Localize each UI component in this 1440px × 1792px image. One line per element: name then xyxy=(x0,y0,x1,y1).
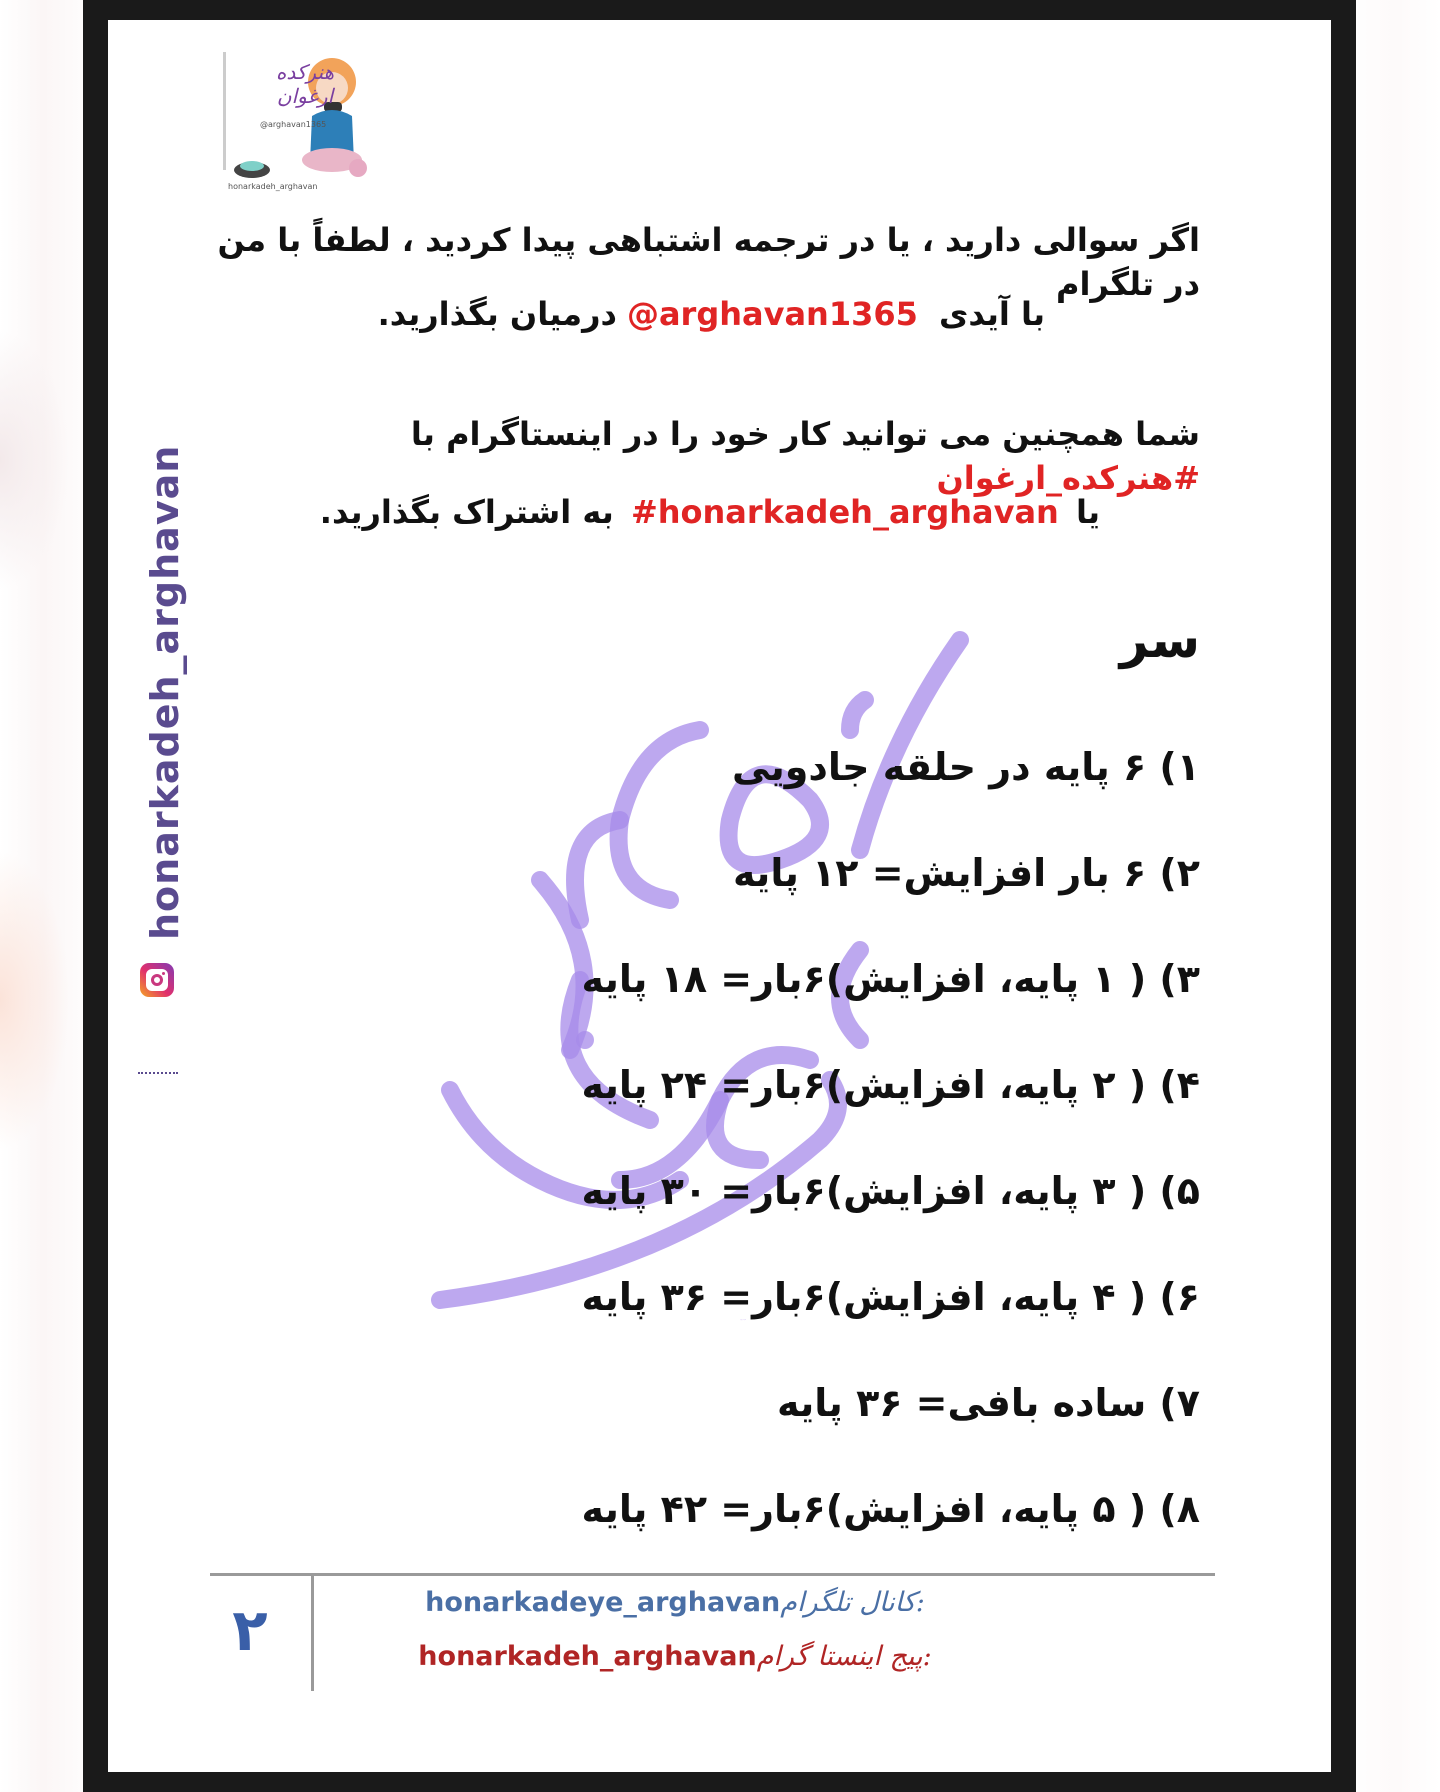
instagram-icon xyxy=(140,963,174,997)
pattern-row: ۸) ( ۵ پایه، افزایش)۶بار= ۴۲ پایه xyxy=(581,1487,1200,1531)
logo-insta: honarkadeh_arghavan xyxy=(228,182,318,191)
section-title: سر xyxy=(1119,611,1200,669)
logo-handle: @arghavan1365 xyxy=(260,120,327,129)
background-glow xyxy=(0,850,70,1150)
pattern-row: ۳) ( ۱ پایه، افزایش)۶بار= ۱۸ پایه xyxy=(581,957,1200,1001)
pattern-row: ۲) ۶ بار افزایش= ۱۲ پایه xyxy=(733,851,1200,895)
intro-line-3: شما همچنین می توانید کار خود را در اینستاگرام با #هنرکده_ارغوان xyxy=(410,415,1200,497)
page-number: ۲ xyxy=(232,1596,268,1664)
logo-brand-name: هنرکده ارغوان xyxy=(275,60,335,108)
telegram-id-link[interactable]: @arghavan1365 xyxy=(626,295,918,333)
pattern-row: ۴) ( ۲ پایه، افزایش)۶بار= ۲۴ پایه xyxy=(581,1063,1200,1107)
persian-hashtag[interactable]: #هنرکده_ارغوان xyxy=(936,459,1200,497)
footer-vertical-divider xyxy=(311,1576,314,1691)
side-handle-text: honarkadeh_arghavan xyxy=(143,444,187,940)
pattern-row: ۶) ( ۴ پایه، افزایش)۶بار= ۳۶ پایه xyxy=(581,1275,1200,1319)
content-column xyxy=(200,0,1200,1792)
divider-dots xyxy=(138,1072,178,1078)
background-glow xyxy=(0,330,70,590)
intro-line-4: یا #honarkadeh_arghavan به اشتراک بگذارید. xyxy=(319,493,1100,531)
watermark-text: هنرکده ارغوان xyxy=(740,1320,747,1321)
footer-telegram[interactable]: honarkadeye_arghavanکانال تلگرام: xyxy=(425,1587,925,1618)
pattern-row: ۷) ساده بافی= ۳۶ پایه xyxy=(776,1381,1200,1425)
intro-line-2: با آیدی @arghavan1365درمیان بگذارید. xyxy=(377,295,1045,333)
footer-instagram[interactable]: honarkadeh_arghavanپیج اینستا گرام: xyxy=(418,1641,932,1672)
pattern-row: ۵) ( ۳ پایه، افزایش)۶بار= ۳۰ پایه xyxy=(581,1169,1200,1213)
intro-line-1: اگر سوالی دارید ، یا در ترجمه اشتباهی پیدا کردید ، لطفاً با من در تلگرام xyxy=(217,221,1200,303)
english-hashtag[interactable]: #honarkadeh_arghavan xyxy=(630,493,1059,531)
pattern-row: ۱) ۶ پایه در حلقه جادویی xyxy=(732,745,1200,789)
footer-divider xyxy=(210,1573,1215,1576)
